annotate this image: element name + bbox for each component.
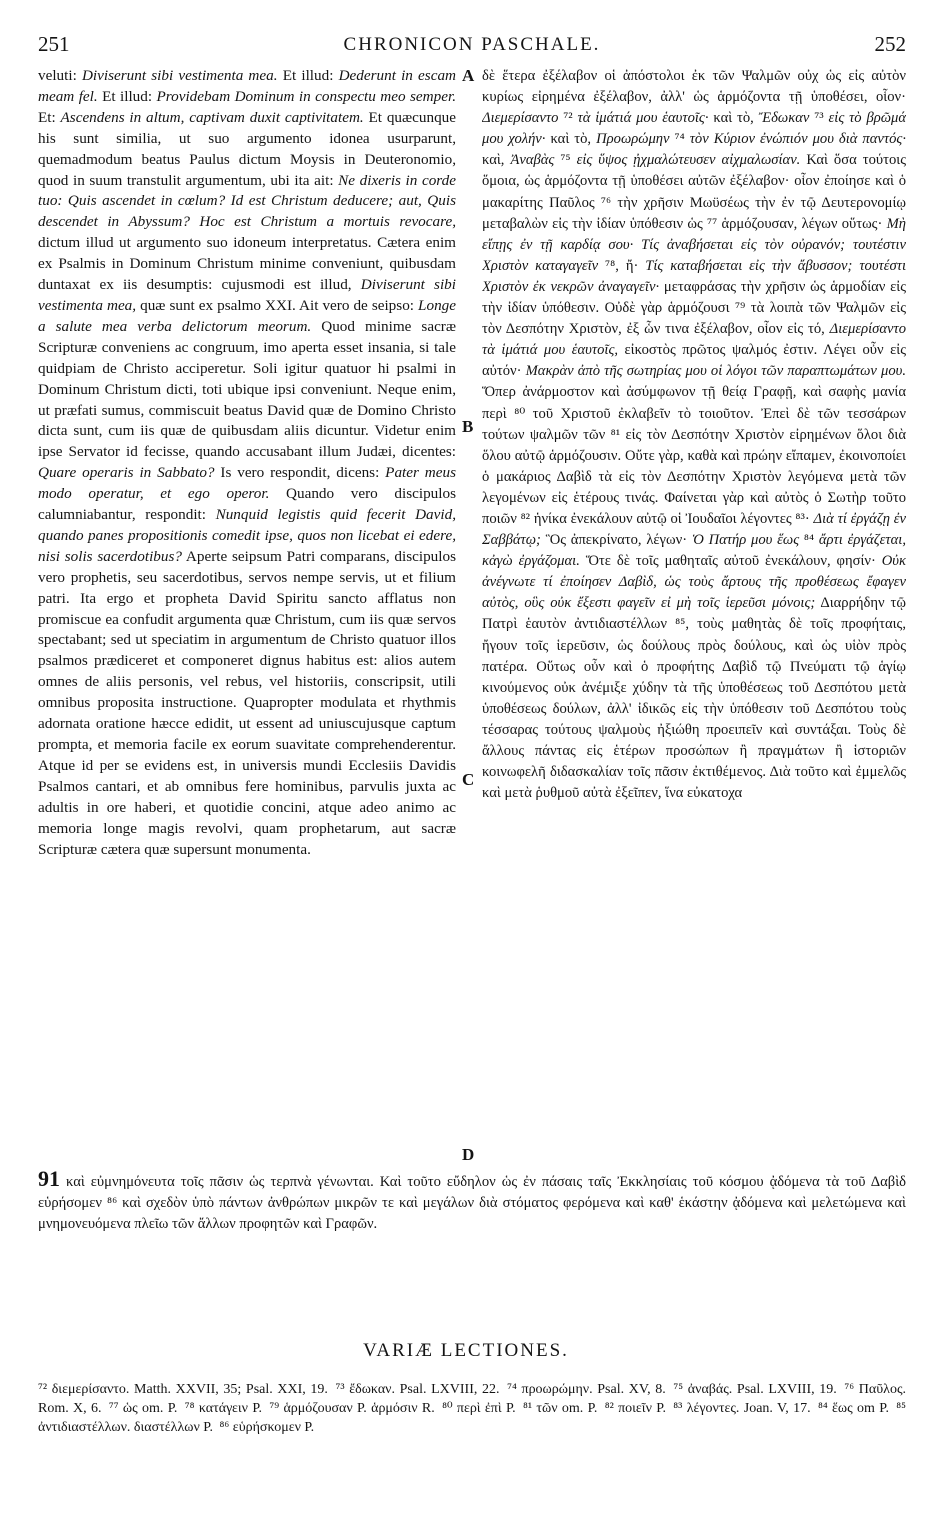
variant-note: ⁷⁹ ἁρμόζουσαν P. ἁρμόσιν R. — [269, 1401, 435, 1416]
variant-note: ⁸² ποιεῖν P. — [604, 1401, 666, 1416]
variant-note: ⁸¹ τῶν om. P. — [523, 1401, 598, 1416]
margin-marker-a: A — [462, 66, 475, 85]
margin-marker-c: C — [462, 770, 475, 789]
page-number-left: 251 — [38, 32, 70, 56]
variant-note: ⁸⁴ ἕως om P. — [817, 1401, 889, 1416]
greek-column — [482, 66, 906, 1168]
page-number-right: 252 — [874, 32, 906, 56]
running-title: CHRONICON PASCHALE. — [343, 34, 601, 55]
latin-paragraph: veluti: Diviserunt sibi vestimenta mea. Et illud: Dederunt in escam meam fel. Et illud: Providebam Dominum in conspectu meo semper. Et: Ascendens in altum, captivam duxit captivitatem. Et quæcunque his sunt similia, ut suo argumento idonea usurparunt, quemadmodum beatus Paulus dictum Moysis in Deuteronomio, quod in suum transtulit argumentum, ubi ita ait: Ne dixeris in corde tuo: Quis ascendet in cœlum? Id est Christum deducere; aut, Quis descendet in Abyssum? Hoc est Christum a mortuis revocare, dictum illud ut argumento suo idoneum interpretatus. Cætera enim ex Psalmis in Dominum Christum minime conveniunt, quibusdam duntaxat ex iis desumptis: cujusmodi est illud, Diviserunt sibi vestimenta mea, quæ sunt ex psalmo XXI. Ait vero de seipso: Longe a salute mea verba delictorum meorum. Quod minime sacræ Scripturæ conveniens ac congruum, imo aperta esset insania, si tale quidpiam de Christo acciperetur. Soli igitur quatuor hi psalmi in Dominum Christum dicti, toti ubique ipsi conveniunt. Neque enim, ut præfati sumus, commiscuit beatus David quæ de Domino Christo dicta sunt, cum iis quæ de quibusdam aliis dicuntur. Videtur enim ipse Servator id fecisse, quando accusabant illum Judæi, dicentes: Quare operaris in Sabbato? Is vero respondit, dicens: Pater meus modo operatur, et ego operor. Quando vero discipulos calumniabantur, respondit: Nunquid legistis quid fecerit David, quando panes propositionis comedit ipse, quos non licebat ei edere, nisi solis sacerdotibus? Aperte seipsum Patri comparans, discipulos vero prophetis, seu sacerdotibus, servos nempe servis, ut et filium patri. Ita ergo et propheta David Spiritu sancto afflatus non promiscue ea confudit argumenta quæ Christum, cum iis quæ servos spectabant; sed ut speciatim in argumentum de Christo quatuor illos psalmos prædiceret et componeret dignus habitus est: alios autem omnes de aliis personis, vel rebus, vel historiis, conscripsit, utili omnibus proposita instructione. Quapropter modulata et rhythmis adornata oratione hæcce edidit, ut essent ad uniuscujusque captum prompta, et memoria facile ex eorum suavitate comprehenderentur. Atque id per se evidens est, in universis mundi Ecclesiis Davidis Psalmos cantari, et ab omnibus fere hominibus, parvulis juxta ac adultis in ore haberi, et quotidie concini, atque adeo animo ac memoria longe magis revolvi, quam prophetarum, aut sacræ Scripturæ cætera quæ supersunt monumenta. — [38, 67, 456, 858]
margin-marker-b: B — [462, 417, 474, 436]
variant-note: ⁷⁵ ἀναβάς. Psal. LXVIII, 19. — [673, 1382, 837, 1397]
variant-note: ⁷³ ἔδωκαν. Psal. LXVIII, 22. — [335, 1382, 500, 1397]
continuation-text: καὶ εὐμνημόνευτα τοῖς πᾶσιν ὡς τερπνὰ γένωνται. Καὶ τοῦτο εὔδηλον ὡς ἐν πάσαις ταῖς Ἐκκλησίαις τοῦ κόσμου ᾀδόμενα τὰ τοῦ Δαβὶδ εὑρήσομεν ⁸⁶ καὶ σχεδὸν ὑπὸ πάντων ἀνθρώπων μικρῶν τε καὶ μεγάλων διὰ στόματος φερόμενα καὶ καθ' ἑκάστην ᾀδόμενα καὶ μελετώμενα καὶ μνημονευόμενα πλεῖω τῶν ἄλλων προφητῶν καὶ Γραφῶν. — [38, 1174, 906, 1232]
section-number: 91 — [38, 1166, 60, 1191]
greek-continuation — [38, 1168, 906, 1235]
variant-note: ⁷⁴ προωρώμην. Psal. XV, 8. — [507, 1382, 666, 1397]
variant-notes — [38, 1380, 906, 1437]
variant-note: ⁸⁰ περὶ ἐπὶ P. — [442, 1401, 516, 1416]
margin-marker-d: D — [462, 1145, 475, 1164]
variant-note: ⁷⁶ Παῦλος. Rom. X, 6. — [38, 1382, 906, 1416]
variant-note: ⁸³ λέγοντες. Joan. V, 17. — [673, 1401, 811, 1416]
variant-note: ⁷² διεμερίσαντο. Matth. XXVII, 35; Psal. XXI, 19. — [38, 1382, 328, 1397]
greek-paragraph: δὲ ἕτερα ἐξέλαβον οἱ ἀπόστολοι ἐκ τῶν Ψαλμῶν οὐχ ὡς εἰς αὐτὸν κυρίως εἰρημένα ἐξέλαβον, ἀλλ' ὡς ἁρμόζοντα τῇ ὑποθέσει, οἷον· Διεμερίσαντο ⁷² τὰ ἱμάτιά μου ἑαυτοῖς· καὶ τὸ, Ἔδωκαν ⁷³ εἰς τὸ βρῶμά μου χολήν· καὶ τὸ, Προωρώμην ⁷⁴ τὸν Κύριον ἐνώπιόν μου διὰ παντός· καὶ, Ἀναβὰς ⁷⁵ εἰς ὕψος ᾐχμαλώτευσεν αἰχμαλωσίαν. Καὶ ὅσα τούτοις ὅμοια, ὡς ἁρμόζοντα τῇ ὑποθέσει αὐτῶν ἐξέλαβον· οἷον ἐποίησε καὶ ὁ μακαρίτης Παῦλος ⁷⁶ τὴν χρῆσιν Μωϋσέως τὴν ἐν τῷ Δευτερονομίῳ μεταβαλὼν εἰς τὴν ἰδίαν ὑπόθεσιν ὡς ⁷⁷ ἁρμόζουσαν, λέγων οὕτως· Μὴ εἴπῃς ἐν τῇ καρδίᾳ σου· Τίς ἀναβήσεται εἰς τὸν οὐρανόν; τουτέστιν Χριστὸν καταγαγεῖν ⁷⁸, ἤ· Τίς καταβήσεται εἰς τὴν ἄβυσσον; τουτέστι Χριστὸν ἐκ νεκρῶν ἀναγαγεῖν· μεταφράσας τὴν χρῆσιν ὡς ἁρμοδίαν εἰς τὴν ἰδίαν ὑπόθεσιν. Οὐδὲ γὰρ ἁρμόζουσι ⁷⁹ τὰ λοιπὰ τῶν Ψαλμῶν εἰς τὸν Δεσπότην Χριστὸν, ἐξ ὧν τινα ἐξέλαβον, οἷον εἰς τό, Διεμερίσαντο τὰ ἱμάτιά μου ἑαυτοῖς, εἰκοστὸς πρῶτος ψαλμός ἐστιν. Λέγει οὖν εἰς αὐτόν· Μακρὰν ἀπὸ τῆς σωτηρίας μου οἱ λόγοι τῶν παραπτωμάτων μου. Ὅπερ ἀνάρμοστον καὶ ἀσύμφωνον τῇ θείᾳ Γραφῇ, καὶ σαφὴς μανία περὶ ⁸⁰ τοῦ Χριστοῦ ἐκλαβεῖν τὸ τοιοῦτον. Ἐπεὶ δὲ τῶν τεσσάρων τούτων ψαλμῶν τῶν ⁸¹ εἰς τὸν Δεσπότην Χριστὸν εἰρημένων ὅλοι διὰ ὅλου αὐτῷ ἁρμόζουσιν. Οὔτε γὰρ, καθὰ καὶ πρώην εἴπαμεν, ἐκοινοποίει ὁ μακάριος Δαβὶδ τὰ εἰς τὸν Δεσπότην Χριστὸν λεγόμενα μετὰ τῶν λεγομένων εἰς ἑτέρους τινάς. Φαίνεται γὰρ καὶ αὐτὸς ὁ Σωτὴρ τοῦτο ποιῶν ⁸² ἡνίκα ἐνεκάλουν αὐτῷ οἱ Ἰουδαῖοι λέγοντες ⁸³· Διὰ τί ἐργάζῃ ἐν Σαββάτῳ; Ὃς ἀπεκρίνατο, λέγων· Ὁ Πατήρ μου ἕως ⁸⁴ ἄρτι ἐργάζεται, κἀγὼ ἐργάζομαι. Ὅτε δὲ τοῖς μαθηταῖς αὐτοῦ ἐνεκάλουν, φησίν· Οὐκ ἀνέγνωτε τί ἐποίησεν Δαβὶδ, ὡς τοὺς ἄρτους τῆς προθέσεως ἔφαγεν αὐτὸς, οὓς οὐκ ἔξεστι φαγεῖν εἰ μὴ τοῖς ἱερεῦσι μόνοις; Διαρρήδην τῷ Πατρὶ ἑαυτὸν ἀντιδιαστέλλων ⁸⁵, τοὺς μαθητὰς δὲ τοῖς προφήταις, ἤγουν τοῖς ἱερεῦσιν, ὡς δούλους πρὸς δούλους, καὶ ὡς υἱὸν πρὸς πατέρα. Οὕτως οὖν καὶ ὁ προφήτης Δαβὶδ τῷ Πνεύματι τῷ ἁγίῳ κινούμενος οὐκ ἀνέμιξε χύδην τὰ τῆς ὑποθέσεως τοῦ Δεσπότου μετὰ ὑποθέσεως δούλων, ἀλλ' ἰδικῶς εἰς τὴν ὑπόθεσιν τοῦ Δεσπότου τοὺς τέσσαρας τούτους ψαλμοὺς ἠξιώθη προειπεῖν καὶ συντάξαι. Τοὺς δὲ ἄλλους πάντας εἰς ἑτέρων προσώπων ἢ πραγμάτων ἢ ἱστοριῶν κοινωφελῆ διδασκαλίαν τοῖς πᾶσιν ἐκτιθέμενος. Διὰ τοῦτο καὶ ἐμμελῶς καὶ μετὰ ῥυθμοῦ αὐτὰ ἐξεῖπεν, ἵνα εὐκατοχα — [482, 68, 906, 802]
variant-note: ⁸⁵ ἀντιδιαστέλλων. διαστέλλων P. — [38, 1401, 907, 1435]
variant-note: ⁸⁶ εὑρήσκομεν P. — [219, 1420, 315, 1435]
variant-note: ⁷⁷ ὡς om. P. — [108, 1401, 178, 1416]
variae-lectiones-title: VARIÆ LECTIONES. — [363, 1340, 569, 1361]
variant-note: ⁷⁸ κατάγειν P. — [184, 1401, 263, 1416]
latin-column — [38, 66, 456, 1168]
page-header — [38, 32, 906, 62]
